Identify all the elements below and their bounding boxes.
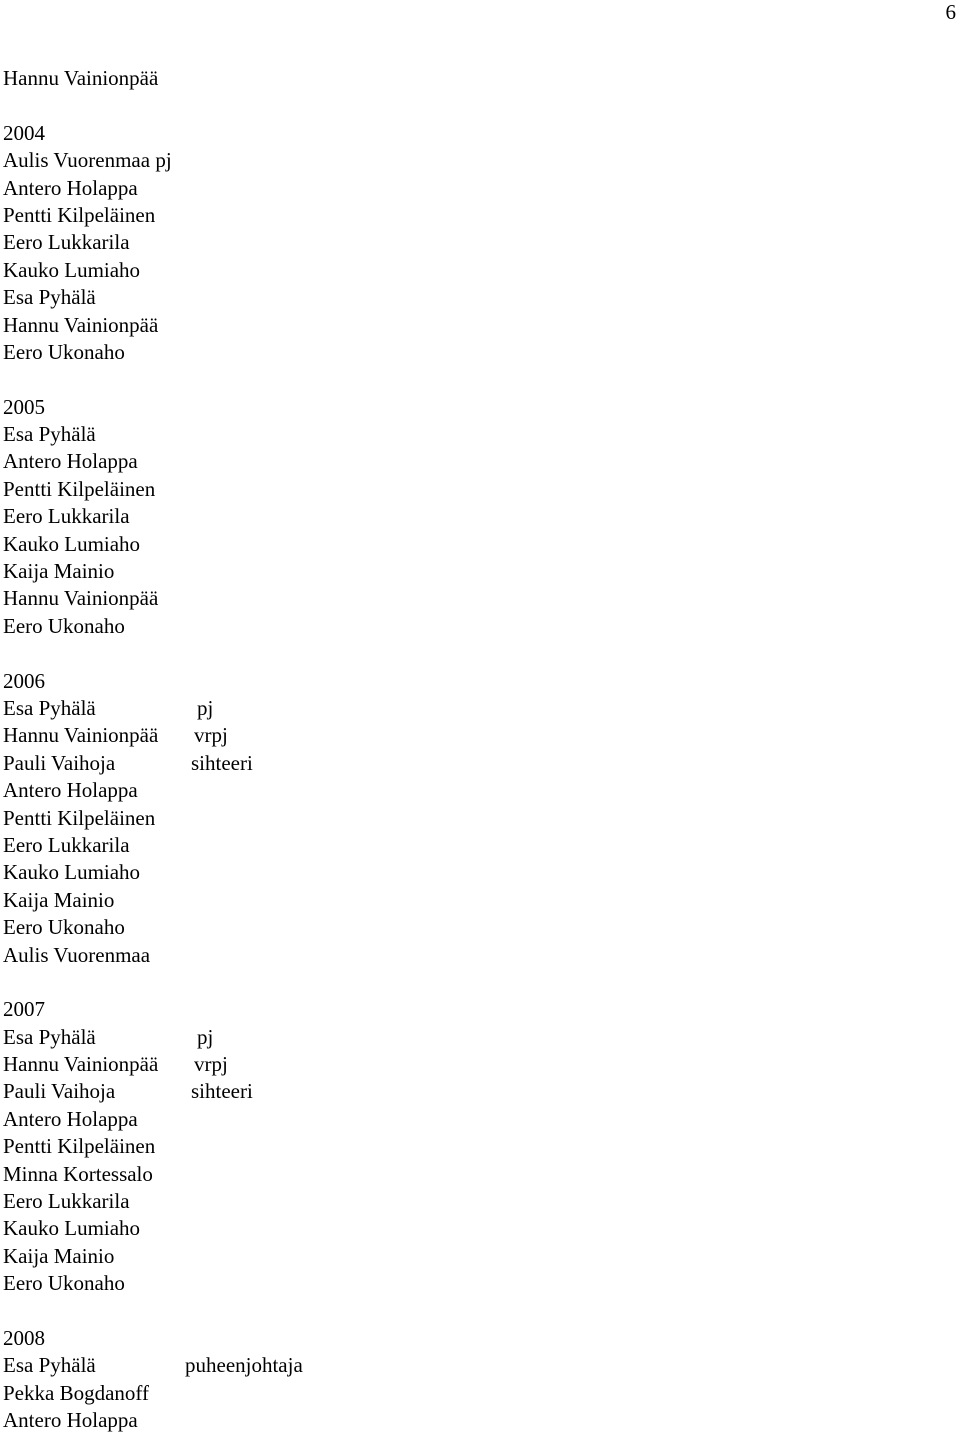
member-row — [3, 1270, 172, 1297]
member-name: Eero Ukonaho — [3, 613, 125, 638]
year-section-2008 — [3, 1325, 303, 1435]
member-name: Minna Kortessalo — [3, 1161, 153, 1186]
member-role: pj — [197, 1024, 214, 1049]
member-row — [3, 1380, 172, 1407]
member-row — [3, 1106, 172, 1133]
member-row — [3, 805, 172, 832]
year-heading: 2006 — [3, 668, 45, 693]
member-name: Kauko Lumiaho — [3, 1216, 141, 1241]
year-section-2006 — [3, 668, 253, 997]
member-row — [3, 312, 172, 339]
member-row — [3, 1243, 172, 1270]
member-name: Esa Pyhälä — [3, 1024, 96, 1049]
member-name: Aulis Vuorenmaa — [3, 942, 151, 967]
member-row — [3, 942, 172, 969]
member-name: Esa Pyhälä — [3, 422, 96, 447]
member-row — [3, 1188, 172, 1215]
member-row — [3, 531, 172, 558]
year-heading: 2008 — [3, 1325, 45, 1350]
member-row — [3, 202, 172, 229]
member-row — [3, 832, 172, 859]
member-role: vrpj — [194, 1052, 228, 1077]
member-row — [3, 887, 172, 914]
document-body — [3, 65, 303, 1435]
member-row — [3, 750, 253, 777]
member-row — [3, 1215, 172, 1242]
member-name: Kauko Lumiaho — [3, 860, 141, 885]
spacer — [3, 969, 172, 996]
member-row — [3, 1024, 214, 1051]
member-row — [3, 1078, 253, 1105]
member-name: Kaija Mainio — [3, 887, 115, 912]
member-role: pj — [197, 695, 214, 720]
member-name: Kaija Mainio — [3, 559, 115, 584]
member-name: Hannu Vainionpää — [3, 1052, 159, 1077]
member-row — [3, 339, 172, 366]
member-row — [3, 613, 172, 640]
member-name: Hannu Vainionpää — [3, 312, 159, 337]
member-row — [3, 695, 214, 722]
member-name: Pentti Kilpeläinen — [3, 476, 156, 501]
member-row — [3, 175, 172, 202]
member-name: Pauli Vaihoja — [3, 1079, 116, 1104]
member-name: Antero Holappa — [3, 175, 138, 200]
member-role: sihteeri — [191, 1079, 253, 1104]
member-name: Esa Pyhälä — [3, 695, 96, 720]
member-name: Eero Lukkarila — [3, 1189, 130, 1214]
member-row — [3, 1133, 172, 1160]
member-row — [3, 859, 172, 886]
member-name: Antero Holappa — [3, 1106, 138, 1131]
member-row — [3, 147, 172, 174]
member-row — [3, 777, 172, 804]
member-row — [3, 558, 172, 585]
member-name: Eero Lukkarila — [3, 504, 130, 529]
member-name: Pentti Kilpeläinen — [3, 202, 156, 227]
member-name: Hannu Vainionpää — [3, 723, 159, 748]
member-row — [3, 421, 172, 448]
member-row — [3, 914, 172, 941]
member-row — [3, 229, 172, 256]
member-name: Esa Pyhälä — [3, 1353, 96, 1378]
year-section-2005 — [3, 394, 172, 668]
member-row — [3, 585, 172, 612]
member-name: Antero Holappa — [3, 449, 138, 474]
member-name: Pentti Kilpeläinen — [3, 805, 156, 830]
member-name: Kauko Lumiaho — [3, 531, 141, 556]
member-role: vrpj — [194, 723, 228, 748]
page-number: 6 — [945, 0, 956, 24]
member-row — [3, 284, 172, 311]
year-heading: 2007 — [3, 997, 45, 1022]
member-name: Antero Holappa — [3, 778, 138, 803]
member-name: Eero Ukonaho — [3, 915, 125, 940]
member-name: Esa Pyhälä — [3, 285, 96, 310]
member-name: Hannu Vainionpää — [3, 586, 159, 611]
year-sections — [3, 120, 303, 1435]
year-heading: 2005 — [3, 394, 45, 419]
member-name: Pauli Vaihoja — [3, 750, 116, 775]
member-role: puheenjohtaja — [185, 1353, 303, 1378]
spacer — [3, 1298, 172, 1325]
year-heading: 2004 — [3, 120, 45, 145]
spacer — [3, 640, 172, 667]
member-row — [3, 476, 172, 503]
member-name: Antero Holappa — [3, 1408, 138, 1433]
member-name: Aulis Vuorenmaa pj — [3, 148, 172, 173]
member-name: Eero Ukonaho — [3, 339, 125, 364]
member-name: Pentti Kilpeläinen — [3, 1134, 156, 1159]
spacer — [3, 366, 172, 393]
member-row — [3, 1352, 303, 1379]
member-name: Eero Ukonaho — [3, 1271, 125, 1296]
member-name: Kauko Lumiaho — [3, 257, 141, 282]
member-name: Kaija Mainio — [3, 1243, 115, 1268]
member-row — [3, 503, 172, 530]
year-section-2007 — [3, 996, 253, 1325]
member-row — [3, 722, 228, 749]
intro-name: Hannu Vainionpää — [3, 66, 159, 90]
member-row — [3, 257, 172, 284]
member-role: sihteeri — [191, 750, 253, 775]
spacer — [3, 92, 172, 119]
year-section-2004 — [3, 120, 172, 394]
member-row — [3, 448, 172, 475]
member-name: Eero Lukkarila — [3, 230, 130, 255]
member-row — [3, 1051, 228, 1078]
member-row — [3, 1407, 172, 1434]
member-name: Pekka Bogdanoff — [3, 1380, 150, 1405]
member-name: Eero Lukkarila — [3, 832, 130, 857]
member-row — [3, 1161, 172, 1188]
